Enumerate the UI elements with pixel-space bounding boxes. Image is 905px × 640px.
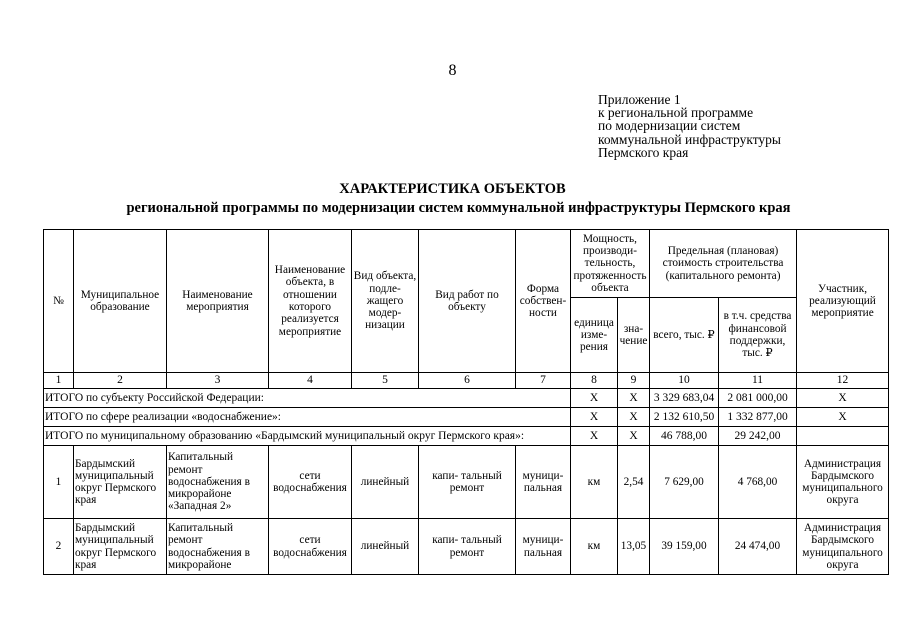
header-ownership: Форма собствен- ности	[516, 230, 571, 373]
total-unit: Х	[571, 389, 618, 408]
row-object-type: линейный	[352, 446, 419, 519]
total-value: Х	[618, 427, 650, 446]
row-object-type: линейный	[352, 519, 419, 575]
header-work-type: Вид работ по объекту	[419, 230, 516, 373]
header-object-name: Наименование объекта, в отношении которого реализуется мероприятие	[269, 230, 352, 373]
row-participant: Администрация Бардымского муниципального округа	[797, 446, 889, 519]
total-label: ИТОГО по муниципальному образованию «Бардымский муниципальный округ Пермского края»:	[44, 427, 571, 446]
column-numbers-row	[44, 373, 889, 389]
appendix-line: Приложение 1	[598, 92, 681, 107]
header-capacity: Мощность, производи- тельность, протяженность объекта	[571, 230, 650, 298]
total-row	[44, 427, 889, 446]
appendix-note	[598, 93, 781, 159]
column-number: 1	[44, 373, 74, 389]
total-participant: Х	[797, 389, 889, 408]
column-number: 9	[618, 373, 650, 389]
row-object-name: сети водоснабжения	[269, 519, 352, 575]
row-no: 2	[44, 519, 74, 575]
total-row	[44, 389, 889, 408]
header-cost-support: в т.ч. средства финансовой поддержки, тыс. ₽	[719, 298, 797, 373]
row-cost-total: 39 159,00	[650, 519, 719, 575]
column-number: 12	[797, 373, 889, 389]
header-cost-total: всего, тыс. ₽	[650, 298, 719, 373]
appendix-line: Пермского края	[598, 144, 689, 160]
header-object-type: Вид объекта, подле- жащего модер- низации	[352, 230, 419, 373]
row-unit: км	[571, 446, 618, 519]
row-municipality: Бардымский муниципальный округ Пермского края	[74, 519, 167, 575]
row-cost-support: 24 474,00	[719, 519, 797, 575]
row-value: 2,54	[618, 446, 650, 519]
column-number: 3	[167, 373, 269, 389]
column-number: 4	[269, 373, 352, 389]
row-measure: Капитальный ремонт водоснабжения в микрорайоне	[167, 519, 269, 575]
appendix-line: к региональной программе	[598, 105, 754, 121]
total-cost: 46 788,00	[650, 427, 719, 446]
row-municipality: Бардымский муниципальный округ Пермского края	[74, 446, 167, 519]
total-cost: 3 329 683,04	[650, 389, 719, 408]
column-number: 5	[352, 373, 419, 389]
row-ownership: муници- пальная	[516, 446, 571, 519]
total-participant: Х	[797, 408, 889, 427]
row-ownership: муници- пальная	[516, 519, 571, 575]
total-participant	[797, 427, 889, 446]
total-unit: Х	[571, 408, 618, 427]
row-cost-total: 7 629,00	[650, 446, 719, 519]
table-row	[44, 446, 889, 519]
total-support: 2 081 000,00	[719, 389, 797, 408]
column-number: 11	[719, 373, 797, 389]
header-no: №	[44, 230, 74, 373]
row-work-type: капи- тальный ремонт	[419, 446, 516, 519]
header-measure: Наименование мероприятия	[167, 230, 269, 373]
objects-table	[43, 229, 889, 575]
table-row	[44, 519, 889, 575]
total-row	[44, 408, 889, 427]
document-title: ХАРАКТЕРИСТИКА ОБЪЕКТОВ	[339, 181, 566, 197]
total-support: 1 332 877,00	[719, 408, 797, 427]
column-number: 8	[571, 373, 618, 389]
column-number: 2	[74, 373, 167, 389]
total-value: Х	[618, 389, 650, 408]
page-number: 8	[448, 62, 457, 79]
total-label: ИТОГО по сфере реализации «водоснабжение»:	[44, 408, 571, 427]
header-municipality: Муниципальное образование	[74, 230, 167, 373]
column-number: 6	[419, 373, 516, 389]
header-participant: Участник, реализующий мероприятие	[797, 230, 889, 373]
row-no: 1	[44, 446, 74, 519]
header-value: зна- чение	[618, 298, 650, 373]
appendix-line: коммунальной инфраструктуры	[598, 131, 781, 147]
row-cost-support: 4 768,00	[719, 446, 797, 519]
row-object-name: сети водоснабжения	[269, 446, 352, 519]
appendix-line: по модернизации систем	[598, 118, 741, 134]
row-work-type: капи- тальный ремонт	[419, 519, 516, 575]
total-unit: Х	[571, 427, 618, 446]
total-value: Х	[618, 408, 650, 427]
header-row	[44, 230, 889, 298]
header-unit: единица изме- рения	[571, 298, 618, 373]
total-label: ИТОГО по субъекту Российской Федерации:	[44, 389, 571, 408]
row-measure: Капитальный ремонт водоснабжения в микрорайоне «Западная 2»	[167, 446, 269, 519]
row-value: 13,05	[618, 519, 650, 575]
total-support: 29 242,00	[719, 427, 797, 446]
column-number: 10	[650, 373, 719, 389]
header-cost: Предельная (плановая) стоимость строительства (капитального ремонта)	[650, 230, 797, 298]
document-subtitle: региональной программы по модернизации систем коммунальной инфраструктуры Пермского края	[126, 200, 791, 216]
total-cost: 2 132 610,50	[650, 408, 719, 427]
row-unit: км	[571, 519, 618, 575]
column-number: 7	[516, 373, 571, 389]
row-participant: Администрация Бардымского муниципального округа	[797, 519, 889, 575]
